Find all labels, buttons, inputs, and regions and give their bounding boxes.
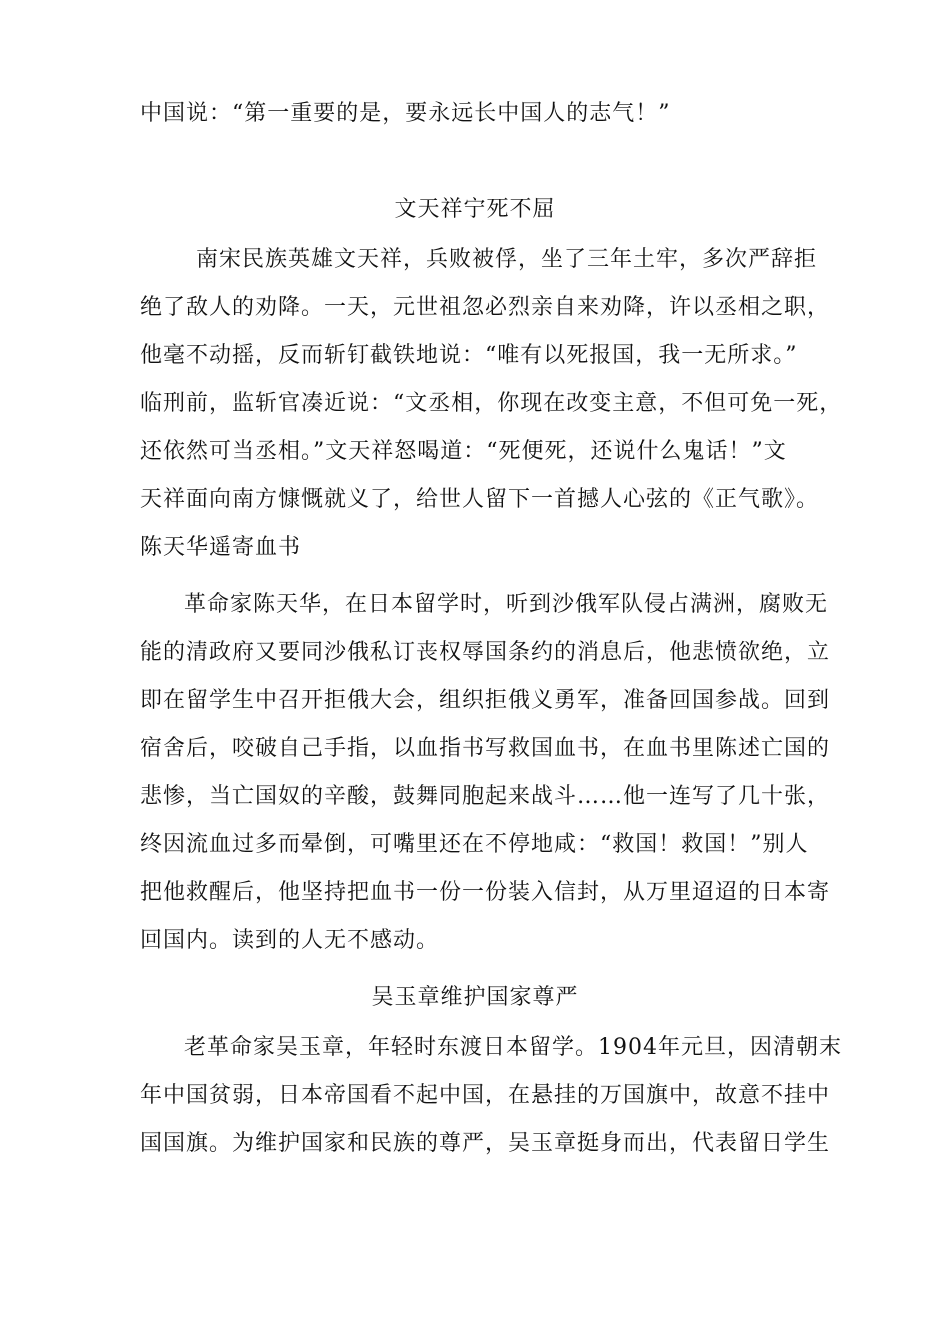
paragraph-line: 国国旗。为维护国家和民族的尊严，吴玉章挺身而出，代表留日学生 xyxy=(140,1131,831,1156)
paragraph-line: 宿舍后，咬破自己手指，以血指书写救国血书，在血书里陈述亡国的 xyxy=(140,736,831,761)
paragraph-line: 南宋民族英雄文天祥，兵败被俘，坐了三年土牢，多次严辞拒 xyxy=(196,247,818,272)
paragraph-line: 能的清政府又要同沙俄私订丧权辱国条约的消息后，他悲愤欲绝，立 xyxy=(140,640,831,665)
paragraph-line: 还依然可当丞相。”文天祥怒喝道：“死便死，还说什么鬼话！”文 xyxy=(140,439,787,464)
section-title-wu-yuzhang: 吴玉章维护国家尊严 xyxy=(371,985,579,1010)
section-title-wen-tianxiang: 文天祥宁死不屈 xyxy=(394,197,556,222)
paragraph-line: 他毫不动摇，反而斩钉截铁地说：“唯有以死报国，我一无所求。” xyxy=(140,343,798,368)
paragraph-line: 即在留学生中召开拒俄大会，组织拒俄义勇军，准备回国参战。回到 xyxy=(140,688,831,713)
paragraph-line: 回国内。读到的人无不感动。 xyxy=(140,928,440,953)
paragraph-line: 悲惨，当亡国奴的辛酸，鼓舞同胞起来战斗……他一连写了几十张， xyxy=(140,784,831,809)
paragraph-line: 绝了敌人的劝降。一天，元世祖忽必烈亲自来劝降，许以丞相之职， xyxy=(140,295,831,320)
paragraph-line: 年中国贫弱，日本帝国看不起中国，在悬挂的万国旗中，故意不挂中 xyxy=(140,1083,831,1108)
paragraph-line: 老革命家吴玉章，年轻时东渡日本留学。1904年元旦，因清朝末 xyxy=(184,1035,842,1060)
paragraph-line: 终因流血过多而晕倒，可嘴里还在不停地咸：“救国！救国！”别人 xyxy=(140,832,809,857)
paragraph-line: 把他救醒后，他坚持把血书一份一份装入信封，从万里迢迢的日本寄 xyxy=(140,880,831,905)
paragraph-line: 临刑前，监斩官凑近说：“文丞相，你现在改变主意，不但可免一死， xyxy=(140,391,843,416)
paragraph-line: 革命家陈天华，在日本留学时，听到沙俄军队侵占满洲，腐败无 xyxy=(184,592,829,617)
intro-line: 中国说：“第一重要的是，要永远长中国人的志气！” xyxy=(140,101,671,126)
paragraph-line: 天祥面向南方慷慨就义了，给世人留下一首撼人心弦的《正气歌》。 xyxy=(140,487,820,512)
section-title-chen-tianhua: 陈天华遥寄血书 xyxy=(140,535,302,560)
